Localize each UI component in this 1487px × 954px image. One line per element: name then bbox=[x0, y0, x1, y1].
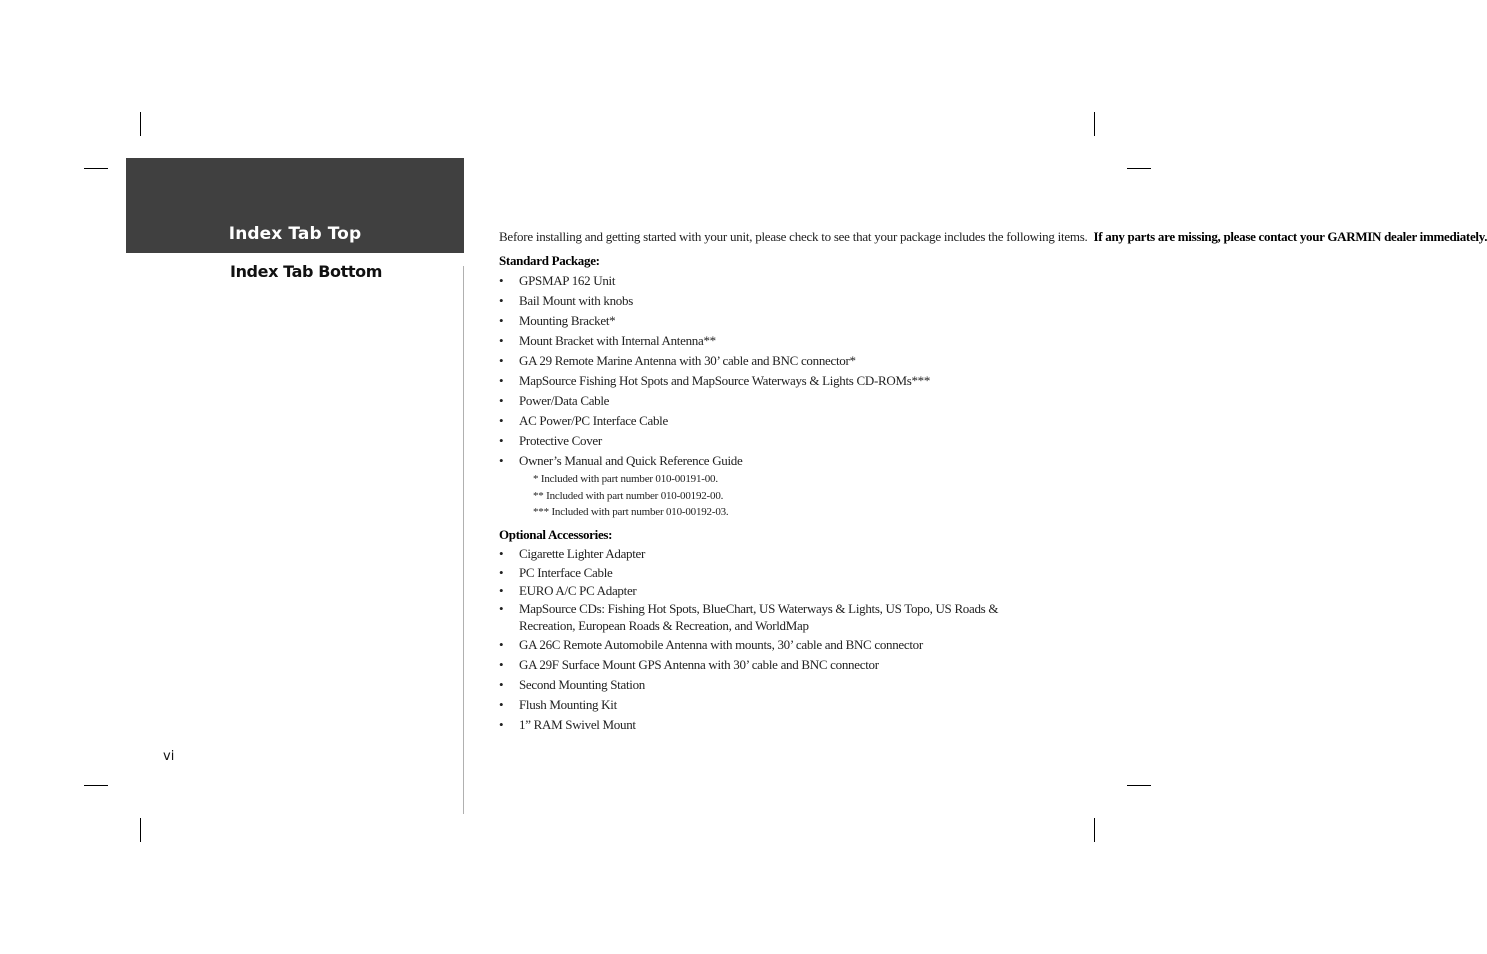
list-item bbox=[499, 412, 1047, 429]
crop-mark bbox=[1094, 818, 1095, 842]
bullet-icon: • bbox=[499, 582, 504, 598]
bullet-icon: • bbox=[499, 600, 504, 616]
list-item bbox=[499, 392, 1047, 409]
bullet-icon: • bbox=[499, 676, 504, 692]
footnotes bbox=[533, 471, 1047, 521]
bullet-icon: • bbox=[499, 716, 504, 732]
bullet-icon: • bbox=[499, 545, 504, 561]
bullet-icon: • bbox=[499, 453, 504, 468]
footnote: *** Included with part number 010-00192-03. bbox=[533, 506, 729, 518]
bullet-icon: • bbox=[499, 564, 504, 580]
intro-paragraph bbox=[477, 228, 1487, 245]
list-item-text: MapSource Fishing Hot Spots and MapSource Waterways & Lights CD-ROMs*** bbox=[519, 373, 931, 388]
list-item-text: Cigarette Lighter Adapter bbox=[519, 545, 646, 561]
optional-accessories-heading: Optional Accessories: bbox=[499, 526, 613, 542]
list-item-text: GA 29F Surface Mount GPS Antenna with 30’ cable and BNC connector bbox=[519, 656, 879, 672]
list-item-text: MapSource CDs: Fishing Hot Spots, BlueChart, US Waterways & Lights, US Topo, US Roads & Recreation, European Roads & Recreation, and WorldMap bbox=[519, 600, 999, 633]
bullet-icon: • bbox=[499, 293, 504, 308]
list-item bbox=[499, 636, 1047, 653]
list-item bbox=[499, 352, 1047, 369]
crop-mark bbox=[140, 818, 141, 842]
list-item bbox=[499, 545, 1047, 562]
list-item-text: Bail Mount with knobs bbox=[519, 293, 633, 308]
list-item-text: 1” RAM Swivel Mount bbox=[519, 716, 636, 732]
bullet-icon: • bbox=[499, 313, 504, 328]
crop-mark bbox=[1094, 112, 1095, 136]
list-item bbox=[499, 272, 1047, 289]
footnote: ** Included with part number 010-00192-00. bbox=[533, 489, 724, 502]
list-item bbox=[499, 600, 1027, 634]
index-tab bbox=[126, 158, 464, 253]
list-item-text: GPSMAP 162 Unit bbox=[519, 273, 616, 288]
bullet-icon: • bbox=[499, 656, 504, 672]
page-number: vi bbox=[163, 749, 175, 764]
standard-package-heading: Standard Package: bbox=[499, 253, 600, 268]
crop-mark bbox=[140, 112, 141, 136]
list-item-text: Owner’s Manual and Quick Reference Guide bbox=[519, 453, 743, 468]
list-item-text: Power/Data Cable bbox=[519, 393, 610, 408]
list-item-text: GA 26C Remote Automobile Antenna with mounts, 30’ cable and BNC connector bbox=[519, 636, 923, 652]
list-item bbox=[499, 676, 1047, 693]
bullet-icon: • bbox=[499, 413, 504, 428]
bullet-icon: • bbox=[499, 433, 504, 448]
bullet-icon: • bbox=[499, 393, 504, 408]
list-item-text: Mounting Bracket* bbox=[519, 313, 616, 328]
list-item bbox=[499, 564, 1047, 581]
list-item bbox=[499, 372, 1047, 389]
bullet-icon: • bbox=[499, 636, 504, 652]
list-item-text: GA 29 Remote Marine Antenna with 30’ cable and BNC connector* bbox=[519, 353, 856, 368]
column-divider bbox=[463, 266, 464, 814]
crop-mark bbox=[84, 785, 108, 786]
list-item bbox=[499, 716, 1047, 733]
list-item-text: Protective Cover bbox=[519, 433, 602, 448]
list-item-text: EURO A/C PC Adapter bbox=[519, 582, 637, 598]
crop-mark bbox=[1127, 785, 1151, 786]
index-tab-bottom-label: Index Tab Bottom bbox=[230, 262, 382, 281]
bullet-icon: • bbox=[499, 353, 504, 368]
list-item bbox=[499, 432, 1047, 449]
package-contents bbox=[477, 228, 1487, 733]
list-item-text: Mount Bracket with Internal Antenna** bbox=[519, 333, 716, 348]
list-item-text: PC Interface Cable bbox=[519, 564, 613, 580]
list-item-text: AC Power/PC Interface Cable bbox=[519, 413, 668, 428]
list-item-text: Flush Mounting Kit bbox=[519, 696, 617, 712]
optional-accessories-list bbox=[477, 545, 1047, 733]
crop-mark bbox=[84, 168, 108, 169]
crop-mark bbox=[1127, 168, 1151, 169]
bullet-icon: • bbox=[499, 373, 504, 388]
bullet-icon: • bbox=[499, 696, 504, 712]
list-item bbox=[499, 332, 1047, 349]
index-tab-top-label: Index Tab Top bbox=[228, 224, 362, 244]
list-item bbox=[499, 452, 1047, 469]
footnote: * Included with part number 010-00191-00. bbox=[533, 473, 718, 485]
list-item bbox=[499, 696, 1047, 713]
list-item bbox=[499, 582, 1047, 599]
standard-package-list bbox=[477, 272, 1047, 469]
bullet-icon: • bbox=[499, 273, 504, 288]
list-item bbox=[499, 312, 1047, 329]
intro-text: Before installing and getting started with your unit, please check to see that your package includes the following items. bbox=[499, 229, 1088, 244]
list-item bbox=[499, 656, 1047, 673]
bullet-icon: • bbox=[499, 333, 504, 348]
list-item bbox=[499, 292, 1047, 309]
list-item-text: Second Mounting Station bbox=[519, 676, 645, 692]
missing-parts-warning: If any parts are missing, please contact your GARMIN dealer immediately. bbox=[1093, 229, 1487, 244]
